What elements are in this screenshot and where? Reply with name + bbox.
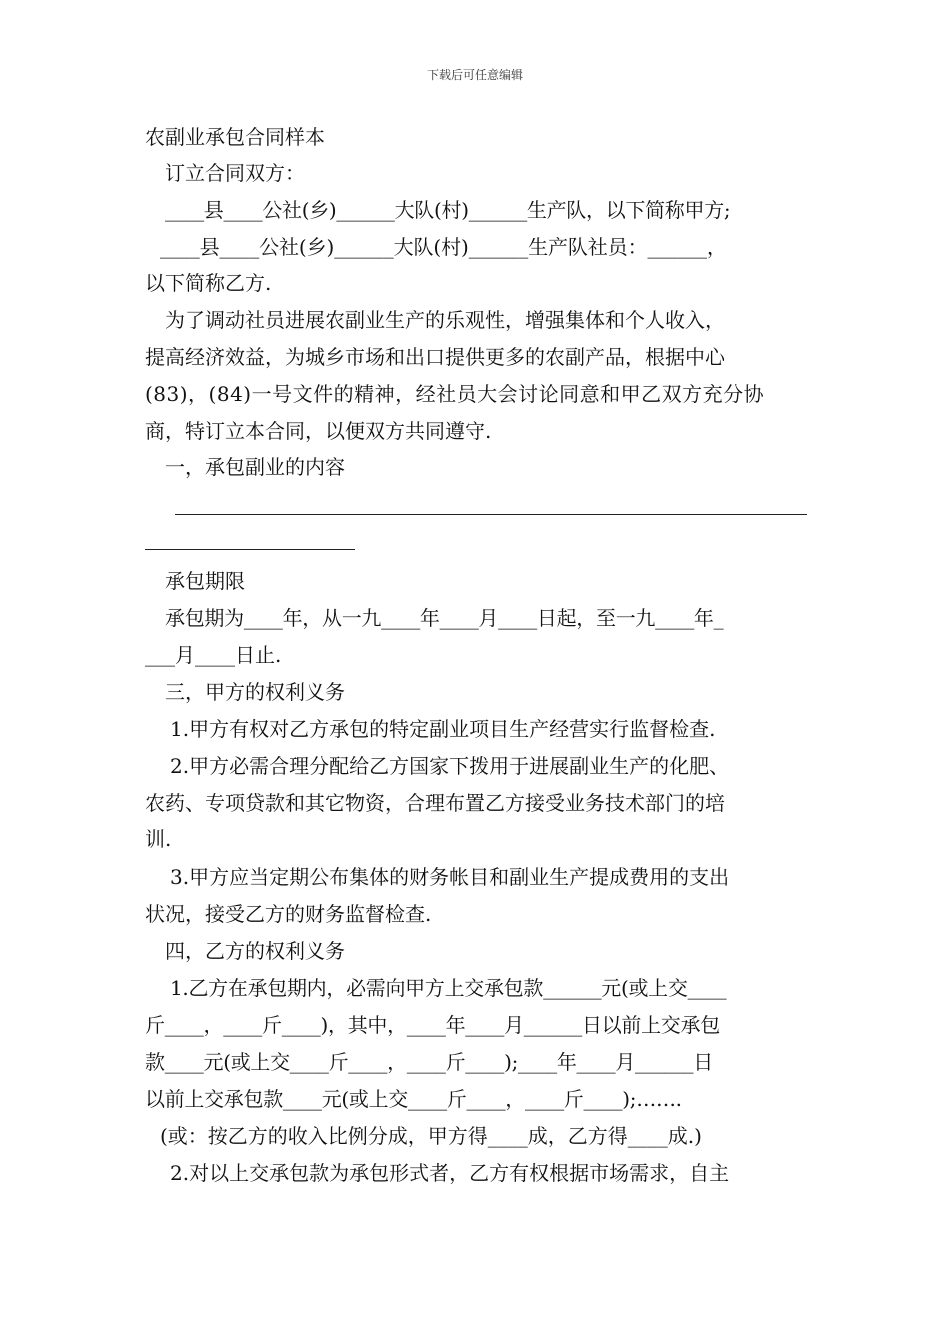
- section-4-item-1-alternative: (或：按乙方的收入比例分成，甲方得____成，乙方得____成.): [160, 1124, 702, 1148]
- preamble-line-1: 为了调动社员进展农副业生产的乐观性，增强集体和个人收入，: [165, 308, 725, 332]
- party-b-line-2: 以下简称乙方.: [145, 271, 272, 295]
- section-4-item-1-line-2: 斤____，____斤____)，其中，____年____月______日以前上交承包: [145, 1013, 720, 1037]
- term-heading: 承包期限: [165, 569, 245, 593]
- section-3-item-2-line-2: 农药、专项贷款和其它物资，合理布置乙方接受业务技术部门的培: [145, 791, 725, 815]
- section-1-heading: 一，承包副业的内容: [165, 455, 345, 479]
- term-line-2: ___月____日止.: [145, 643, 282, 667]
- term-line-1: 承包期为____年，从一九____年____月____日起，至一九____年_: [165, 606, 724, 630]
- fill-in-rule: [175, 514, 807, 515]
- section-3-item-1: 1.甲方有权对乙方承包的特定副业项目生产经营实行监督检查.: [170, 717, 716, 741]
- section-4-item-1-line-4: 以前上交承包款____元(或上交____斤____，____斤____);…….: [145, 1087, 682, 1111]
- parties-heading: 订立合同双方：: [165, 161, 305, 185]
- party-a-line: ____县____公社(乡)______大队(村)______生产队，以下简称甲方;: [165, 198, 731, 222]
- section-3-item-2-line-1: 2.甲方必需合理分配给乙方国家下拨用于进展副业生产的化肥、: [170, 754, 730, 778]
- section-3-heading: 三，甲方的权利义务: [165, 680, 345, 704]
- section-4-item-2-line-1: 2.对以上交承包款为承包形式者，乙方有权根据市场需求，自主: [170, 1161, 730, 1185]
- section-3-item-3-line-1: 3.甲方应当定期公布集体的财务帐目和副业生产提成费用的支出: [170, 865, 730, 889]
- section-3-item-3-line-2: 状况，接受乙方的财务监督检查.: [145, 902, 432, 926]
- preamble-line-3: (83)，(84)一号文件的精神，经社员大会讨论同意和甲乙双方充分协: [145, 382, 765, 406]
- section-4-heading: 四，乙方的权利义务: [165, 939, 345, 963]
- page-header: 下载后可任意编辑: [426, 68, 523, 82]
- preamble-line-2: 提高经济效益，为城乡市场和出口提供更多的农副产品，根据中心: [145, 345, 725, 369]
- fill-in-rule: [145, 549, 355, 550]
- party-b-line: ____县____公社(乡)______大队(村)______生产队社员：______，: [160, 235, 727, 259]
- document-title: 农副业承包合同样本: [145, 125, 325, 149]
- section-4-item-1-line-1: 1.乙方在承包期内，必需向甲方上交承包款______元(或上交____: [170, 976, 727, 1000]
- section-4-item-1-line-3: 款____元(或上交____斤____，____斤____);____年____月______日: [145, 1050, 713, 1074]
- preamble-line-4: 商，特订立本合同，以便双方共同遵守.: [145, 419, 492, 443]
- section-3-item-2-line-3: 训.: [145, 827, 172, 851]
